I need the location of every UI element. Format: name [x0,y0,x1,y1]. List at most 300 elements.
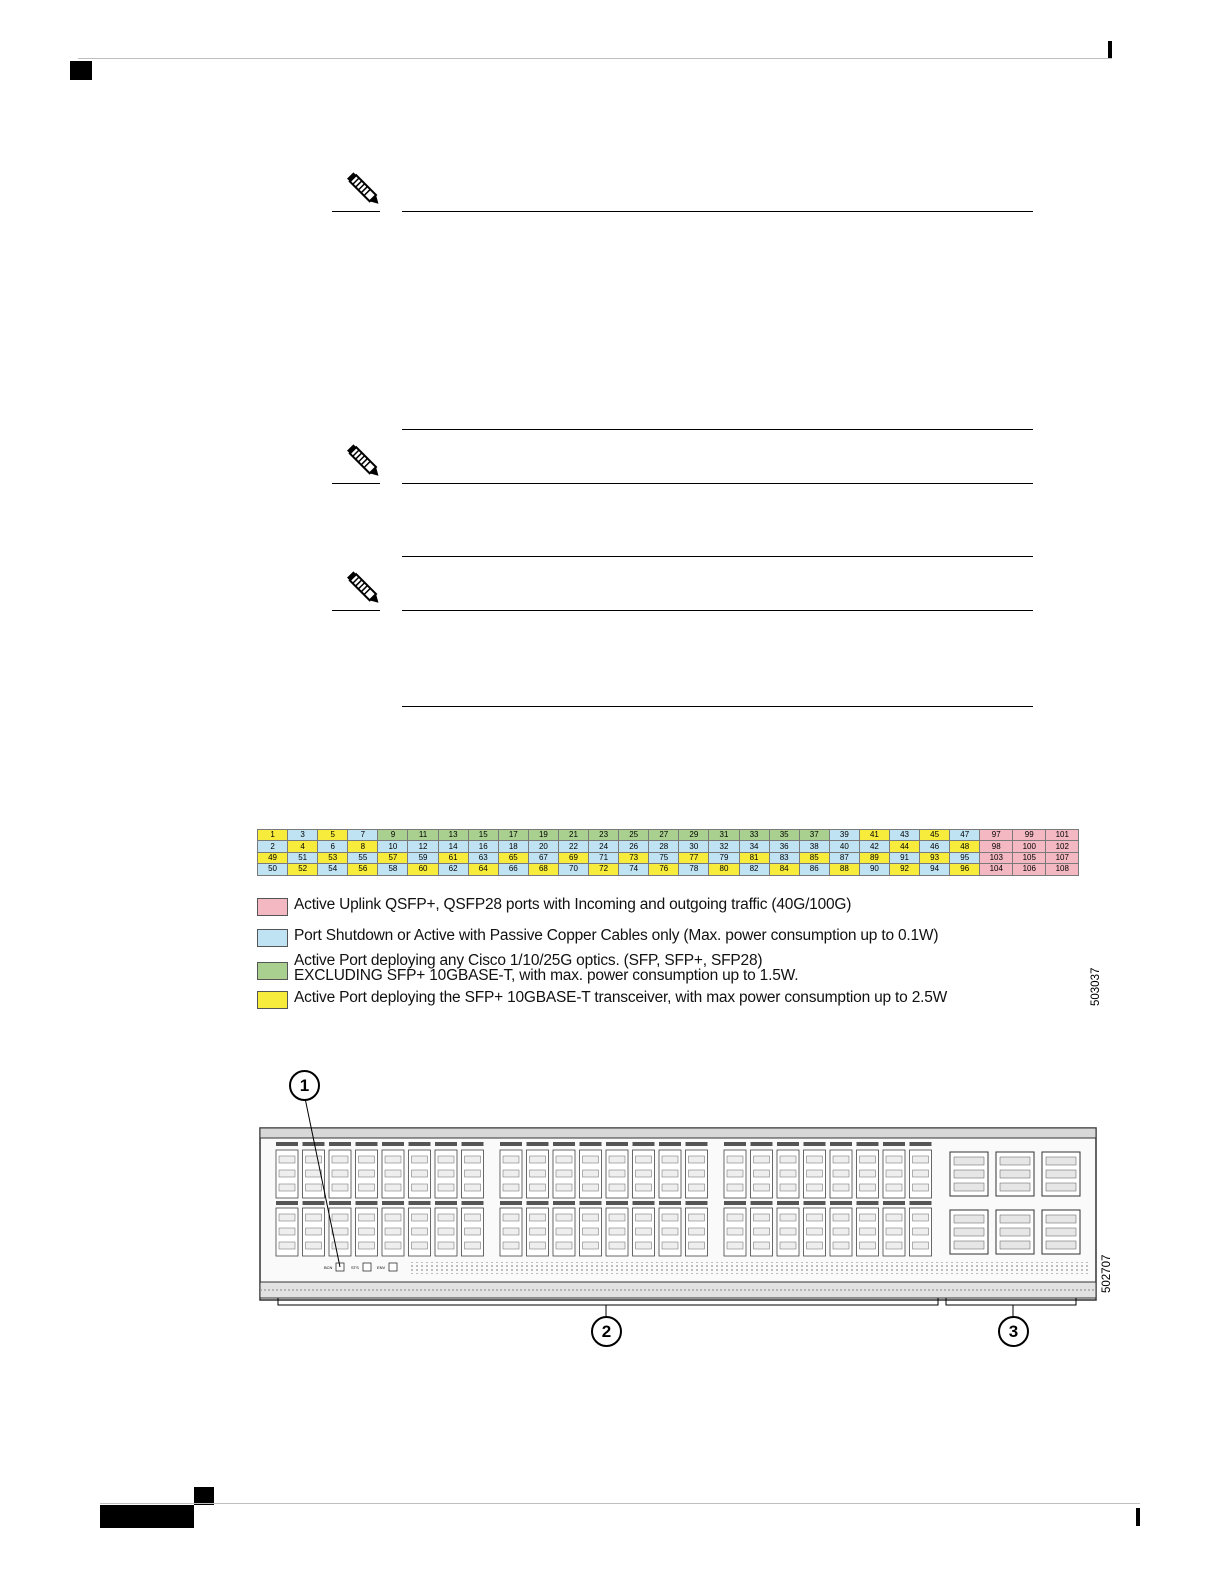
port-label-strip [633,1201,655,1205]
sfp-cage-detail [530,1228,546,1235]
port-cell: 100 [1013,841,1046,852]
port-label-strip [606,1142,628,1146]
port-label-strip [580,1142,602,1146]
sfp-cage-detail [306,1214,322,1221]
port-label-strip [830,1201,852,1205]
port-label-strip [527,1201,549,1205]
sfp-cage-detail [412,1170,428,1177]
port-cell: 22 [558,841,588,852]
port-cell: 12 [408,841,438,852]
port-cell: 48 [950,841,980,852]
legend-item-optics [257,953,798,987]
sfp-cage-detail [689,1228,705,1235]
legend-item-10gbaset [257,990,947,1014]
sfp-cage-detail [583,1228,599,1235]
port-label-strip [356,1201,378,1205]
legend-label: Port Shutdown or Active with Passive Copper Cables only (Max. power consumption up to 0.1W) [294,927,939,944]
port-cell: 6 [318,841,348,852]
sfp-cage-detail [359,1184,375,1191]
port-cell: 77 [679,852,709,863]
sfp-cage-detail [359,1170,375,1177]
sfp-cage-detail [860,1228,876,1235]
port-label-strip [553,1142,575,1146]
port-label-strip [382,1142,404,1146]
sfp-cage-detail [833,1156,849,1163]
note-top-rule [402,211,1033,212]
sfp-cage-detail [332,1170,348,1177]
sfp-cage-detail [886,1214,902,1221]
footer-rule [100,1503,1140,1504]
port-label-strip [303,1201,325,1205]
footer-page-bar [100,1505,194,1528]
sfp-cage-detail [662,1214,678,1221]
port-cell: 17 [498,830,528,841]
section-rule [402,429,1033,430]
port-cell: 5 [318,830,348,841]
sfp-cage-detail [636,1242,652,1249]
note-bottom-rule [402,706,1033,707]
port-cell: 14 [438,841,468,852]
port-cell: 91 [889,852,919,863]
port-cell: 62 [438,864,468,875]
qsfp-cage-detail [1046,1183,1076,1191]
sfp-cage-detail [662,1242,678,1249]
port-cell: 72 [589,864,619,875]
port-label-strip [553,1201,575,1205]
qsfp-cage-detail [1046,1157,1076,1165]
sfp-cage-detail [465,1214,481,1221]
port-table-row [258,830,1079,841]
port-cell: 26 [619,841,649,852]
port-cell: 47 [950,830,980,841]
port-label-strip [633,1142,655,1146]
sfp-cage-detail [556,1184,572,1191]
port-cell: 60 [408,864,438,875]
qsfp-cage-detail [954,1157,984,1165]
port-cell: 78 [679,864,709,875]
sfp-cage-detail [583,1184,599,1191]
sfp-cage-detail [860,1184,876,1191]
sfp-cage-detail [438,1156,454,1163]
sfp-cage-detail [780,1214,796,1221]
port-cell: 52 [288,864,318,875]
sfp-cage-detail [754,1184,770,1191]
port-cell: 8 [348,841,378,852]
port-cell: 25 [619,830,649,841]
sfp-cage-detail [530,1184,546,1191]
port-cell: 108 [1046,864,1079,875]
qsfp-cage-detail [954,1215,984,1223]
port-cell: 102 [1046,841,1079,852]
port-cell: 3 [288,830,318,841]
sfp-cage-detail [807,1228,823,1235]
port-label-strip [329,1142,351,1146]
port-cell: 103 [980,852,1013,863]
port-cell: 57 [378,852,408,863]
port-cell: 87 [829,852,859,863]
port-label-strip [910,1201,932,1205]
port-label-strip [910,1142,932,1146]
qsfp-cage-detail [954,1183,984,1191]
sfp-cage-detail [780,1170,796,1177]
sfp-cage-detail [689,1170,705,1177]
qsfp-cage-detail [954,1170,984,1178]
port-label-strip [606,1201,628,1205]
sfp-cage-detail [609,1156,625,1163]
sfp-cage-detail [754,1228,770,1235]
legend-item-shutdown [257,928,938,952]
sfp-cage-detail [609,1214,625,1221]
port-cell: 16 [468,841,498,852]
port-cell: 86 [799,864,829,875]
port-cell: 88 [829,864,859,875]
port-cell: 35 [769,830,799,841]
port-label-strip [462,1142,484,1146]
port-label-strip [686,1142,708,1146]
port-label-strip [303,1142,325,1146]
sfp-cage-detail [465,1228,481,1235]
qsfp-cage-detail [1046,1215,1076,1223]
sfp-cage-detail [727,1156,743,1163]
legend-item-uplink [257,897,851,921]
port-label-strip [500,1142,522,1146]
port-label-strip [830,1142,852,1146]
sfp-cage-detail [833,1184,849,1191]
sfp-cage-detail [332,1242,348,1249]
port-label-strip [500,1201,522,1205]
port-cell: 97 [980,830,1013,841]
port-cell: 23 [589,830,619,841]
sfp-cage-detail [385,1214,401,1221]
port-label-strip [462,1201,484,1205]
port-cell: 10 [378,841,408,852]
sfp-cage-detail [780,1184,796,1191]
sfp-cage-detail [833,1242,849,1249]
port-cell: 44 [889,841,919,852]
sfp-cage-detail [556,1242,572,1249]
sfp-cage-detail [689,1214,705,1221]
port-cell: 39 [829,830,859,841]
port-label-strip [724,1142,746,1146]
sfp-cage-detail [385,1228,401,1235]
port-cell: 20 [528,841,558,852]
figure-id: 503037 [1090,967,1102,1006]
port-label-strip [276,1201,298,1205]
sfp-cage-detail [556,1170,572,1177]
port-cell: 80 [709,864,739,875]
legend-label: Active Port deploying the SFP+ 10GBASE-T transceiver, with max power consumption up to 2.5W [294,989,948,1006]
sfp-cage-detail [662,1170,678,1177]
sfp-cage-detail [609,1184,625,1191]
port-cell: 53 [318,852,348,863]
sfp-cage-detail [306,1228,322,1235]
port-label-strip [857,1142,879,1146]
sfp-cage-detail [807,1242,823,1249]
sfp-cage-detail [860,1214,876,1221]
port-label-strip [329,1201,351,1205]
note-top-rule [402,610,1033,611]
port-cell: 65 [498,852,528,863]
port-cell: 98 [980,841,1013,852]
sfp-cage-detail [780,1156,796,1163]
qsfp-cage-detail [1046,1241,1076,1249]
sfp-cage-detail [609,1170,625,1177]
sfp-cage-detail [754,1214,770,1221]
sfp-cage-detail [412,1184,428,1191]
sfp-cage-detail [438,1184,454,1191]
port-label-strip [857,1201,879,1205]
port-cell: 15 [468,830,498,841]
port-table-row [258,864,1079,875]
header-rule [78,58,1112,59]
port-cell: 71 [589,852,619,863]
port-cell: 27 [649,830,679,841]
port-cell: 63 [468,852,498,863]
sfp-cage-detail [913,1242,929,1249]
qsfp-cage-detail [1000,1157,1030,1165]
port-label-strip [382,1201,404,1205]
port-cell: 4 [288,841,318,852]
legend-label-group [294,953,798,983]
sfp-cage-detail [727,1242,743,1249]
sfp-cage-detail [465,1242,481,1249]
port-cell: 58 [378,864,408,875]
port-label-strip [804,1201,826,1205]
note-pencil-icon [342,571,386,607]
svg-text:ENV: ENV [377,1265,386,1270]
port-label-strip [686,1201,708,1205]
callout-2: 2 [591,1316,622,1347]
sfp-cage-detail [913,1214,929,1221]
sfp-cage-detail [556,1214,572,1221]
sfp-cage-detail [465,1156,481,1163]
sfp-cage-detail [807,1170,823,1177]
port-cell: 32 [709,841,739,852]
port-cell: 83 [769,852,799,863]
sfp-cage-detail [279,1214,295,1221]
sfp-cage-detail [306,1156,322,1163]
qsfp-cage-detail [954,1228,984,1236]
sfp-cage-detail [359,1228,375,1235]
note-top-rule [402,483,1033,484]
port-cell: 7 [348,830,378,841]
sfp-cage-detail [503,1170,519,1177]
vent-pattern [410,1262,1090,1274]
sfp-cage-detail [306,1242,322,1249]
port-cell: 66 [498,864,528,875]
switch-front-panel [250,1060,1130,1360]
legend-label: EXCLUDING SFP+ 10GBASE-T, with max. power consumption up to 1.5W. [294,967,799,984]
sfp-cage-detail [412,1242,428,1249]
sfp-cage-detail [727,1214,743,1221]
footer-tick-mark [1136,1508,1140,1526]
sfp-cage-detail [727,1170,743,1177]
sfp-cage-detail [754,1170,770,1177]
port-cell: 64 [468,864,498,875]
port-power-table [257,829,1079,876]
qsfp-cage-detail [1000,1241,1030,1249]
sfp-cage-detail [886,1170,902,1177]
sfp-cage-detail [530,1156,546,1163]
port-label-strip [777,1201,799,1205]
header-tick-mark [1108,41,1112,58]
port-label-strip [356,1142,378,1146]
sfp-cage-detail [727,1184,743,1191]
port-cell: 81 [739,852,769,863]
port-cell: 34 [739,841,769,852]
sfp-cage-detail [556,1228,572,1235]
sfp-cage-detail [332,1214,348,1221]
sfp-cage-detail [332,1228,348,1235]
port-cell: 28 [649,841,679,852]
sfp-cage-detail [609,1228,625,1235]
port-label-strip [659,1201,681,1205]
port-label-strip [883,1201,905,1205]
port-cell: 9 [378,830,408,841]
sfp-cage-detail [886,1242,902,1249]
port-label-strip [409,1142,431,1146]
legend-label: Active Uplink QSFP+, QSFP28 ports with Incoming and outgoing traffic (40G/100G) [294,896,852,913]
port-cell: 59 [408,852,438,863]
sfp-cage-detail [662,1184,678,1191]
port-label-strip [659,1142,681,1146]
port-cell: 104 [980,864,1013,875]
sfp-cage-detail [530,1214,546,1221]
port-cell: 105 [1013,852,1046,863]
sfp-cage-detail [503,1156,519,1163]
port-cell: 84 [769,864,799,875]
sfp-cage-detail [913,1170,929,1177]
port-cell: 73 [619,852,649,863]
sfp-cage-detail [727,1228,743,1235]
port-cell: 55 [348,852,378,863]
port-cell: 42 [859,841,889,852]
sfp-cage-detail [886,1184,902,1191]
port-cell: 76 [649,864,679,875]
qsfp-cage-detail [1000,1215,1030,1223]
header-marker [70,61,92,80]
port-cell: 11 [408,830,438,841]
qsfp-cage-detail [1000,1170,1030,1178]
sfp-cage-detail [689,1242,705,1249]
port-cell: 75 [649,852,679,863]
port-cell: 56 [348,864,378,875]
port-label-strip [804,1142,826,1146]
sfp-cage-detail [465,1170,481,1177]
port-cell: 92 [889,864,919,875]
qsfp-cage-detail [1000,1228,1030,1236]
sfp-cage-detail [385,1170,401,1177]
sfp-cage-detail [279,1228,295,1235]
sfp-cage-detail [465,1184,481,1191]
sfp-cage-detail [886,1228,902,1235]
port-label-strip [435,1142,457,1146]
sfp-cage-detail [556,1156,572,1163]
port-cell: 67 [528,852,558,863]
port-label-strip [276,1142,298,1146]
sfp-cage-detail [306,1170,322,1177]
port-cell: 96 [950,864,980,875]
port-cell: 40 [829,841,859,852]
sfp-cage-detail [583,1170,599,1177]
sfp-cage-detail [689,1184,705,1191]
svg-text:STS: STS [351,1265,359,1270]
sfp-cage-detail [780,1242,796,1249]
port-cell: 13 [438,830,468,841]
sfp-cage-detail [438,1242,454,1249]
port-cell: 43 [889,830,919,841]
callout-1: 1 [289,1070,320,1101]
sfp-cage-detail [279,1184,295,1191]
svg-text:BCN: BCN [324,1265,333,1270]
sfp-cage-detail [332,1156,348,1163]
sfp-cage-detail [359,1156,375,1163]
port-cell: 69 [558,852,588,863]
sfp-cage-detail [583,1242,599,1249]
port-label-strip [751,1142,773,1146]
port-cell: 37 [799,830,829,841]
port-cell: 93 [920,852,950,863]
sfp-cage-detail [306,1184,322,1191]
sfp-cage-detail [385,1184,401,1191]
qsfp-cage-detail [1046,1170,1076,1178]
sfp-cage-detail [636,1228,652,1235]
sfp-cage-detail [583,1214,599,1221]
port-cell: 33 [739,830,769,841]
port-table-row [258,852,1079,863]
sfp-cage-detail [807,1214,823,1221]
sfp-cage-detail [385,1156,401,1163]
port-cell: 101 [1046,830,1079,841]
port-label-strip [435,1201,457,1205]
sfp-cage-detail [359,1242,375,1249]
port-cell: 18 [498,841,528,852]
note-bottom-rule [402,556,1033,557]
note-icon-rule [332,610,380,611]
port-cell: 79 [709,852,739,863]
port-cell: 90 [859,864,889,875]
port-cell: 94 [920,864,950,875]
port-cell: 68 [528,864,558,875]
sfp-cage-detail [438,1214,454,1221]
sfp-cage-detail [754,1242,770,1249]
qsfp-cage-detail [1046,1228,1076,1236]
sfp-cage-detail [359,1214,375,1221]
port-cell: 74 [619,864,649,875]
note-pencil-icon [342,444,386,480]
port-label-strip [527,1142,549,1146]
port-cell: 46 [920,841,950,852]
note-pencil-icon [342,172,386,208]
port-label-strip [777,1142,799,1146]
legend-swatch-yellow [257,991,288,1009]
sfp-cage-detail [503,1242,519,1249]
legend-swatch-blue [257,929,288,947]
port-cell: 89 [859,852,889,863]
sfp-cage-detail [279,1242,295,1249]
port-cell: 54 [318,864,348,875]
sfp-cage-detail [636,1170,652,1177]
port-cell: 51 [288,852,318,863]
port-cell: 99 [1013,830,1046,841]
sfp-cage-detail [636,1184,652,1191]
sfp-cage-detail [833,1214,849,1221]
sfp-cage-detail [530,1170,546,1177]
sfp-cage-detail [662,1228,678,1235]
note-icon-rule [332,483,380,484]
sfp-cage-detail [780,1228,796,1235]
sfp-cage-detail [860,1156,876,1163]
